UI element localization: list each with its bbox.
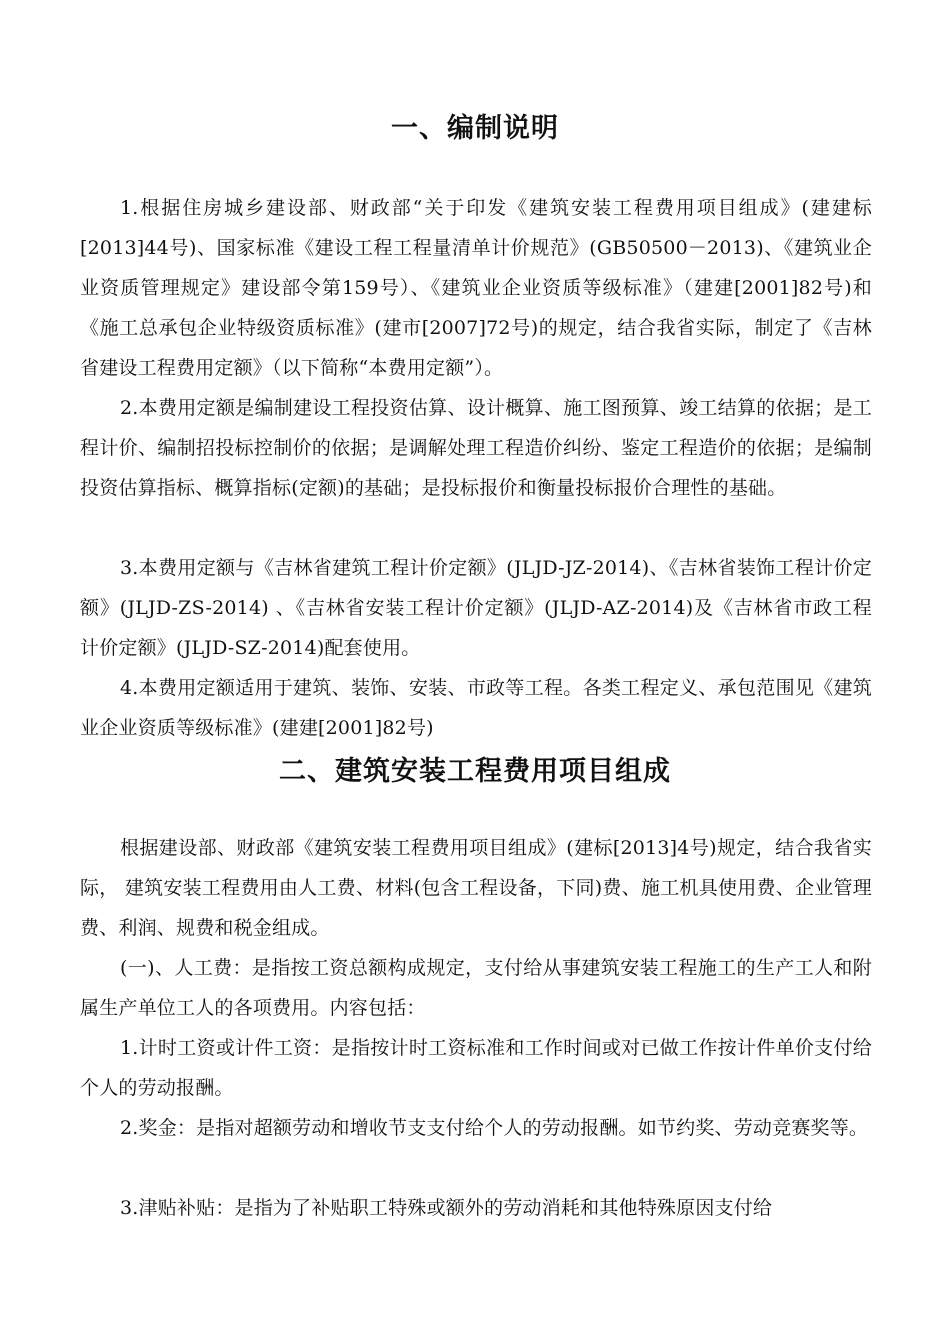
paragraph-allowances: 3.津贴补贴：是指为了补贴职工特殊或额外的劳动消耗和其他特殊原因支付给 <box>120 1197 773 1219</box>
paragraph-basis: 1.根据住房城乡建设部、财政部“关于印发《建筑安装工程费用项目组成》(建建标[2013]44号)、国家标准《建设工程工程量清单计价规范》(GB50500－2013)、《建筑业企业资质管理规定》建设部令第159号）、《建筑业企业资质等级标准》（建建[2001]82号)和《施工总承包企业特级资质标准》(建市[2007]72号)的规定，结合我省实际，制定了《吉林省建设工程费用定额》（以下简称“本费用定额”）。 <box>80 197 872 379</box>
section-heading-cost-composition: 二、建筑安装工程费用项目组成 <box>279 756 671 787</box>
paragraph-bonus: 2.奖金：是指对超额劳动和增收节支支付给个人的劳动报酬。如节约奖、劳动竞赛奖等。 <box>120 1117 869 1139</box>
paragraph-labor-cost: (一)、人工费：是指按工资总额构成规定，支付给从事建筑安装工程施工的生产工人和附属生产单位工人的各项费用。内容包括： <box>80 957 872 1019</box>
paragraph-time-piece-wages: 1.计时工资或计件工资：是指按计时工资标准和工作时间或对已做工作按计件单价支付给个人的劳动报酬。 <box>80 1037 872 1099</box>
section-heading-compilation-notes: 一、编制说明 <box>391 113 559 144</box>
paragraph-companion-quotas: 3.本费用定额与《吉林省建筑工程计价定额》(JLJD-JZ-2014)、《吉林省装饰工程计价定额》(JLJD-ZS-2014) 、《吉林省安装工程计价定额》(JLJD-AZ-2014)及《吉林省市政工程计价定额》(JLJD-SZ-2014)配套使用。 <box>80 557 872 659</box>
paragraph-cost-composition: 根据建设部、财政部《建筑安装工程费用项目组成》(建标[2013]4号)规定，结合我省实际， 建筑安装工程费用由人工费、材料(包含工程设备，下同)费、施工机具使用费、企业管理费、利润、规费和税金组成。 <box>80 837 872 939</box>
paragraph-scope: 4.本费用定额适用于建筑、装饰、安装、市政等工程。各类工程定义、承包范围见《建筑业企业资质等级标准》(建建[2001]82号) <box>80 677 872 739</box>
paragraph-purpose: 2.本费用定额是编制建设工程投资估算、设计概算、施工图预算、竣工结算的依据；是工程计价、编制招投标控制价的依据；是调解处理工程造价纠纷、鉴定工程造价的依据；是编制投资估算指标、概算指标(定额)的基础；是投标报价和衡量投标报价合理性的基础。 <box>80 397 872 499</box>
